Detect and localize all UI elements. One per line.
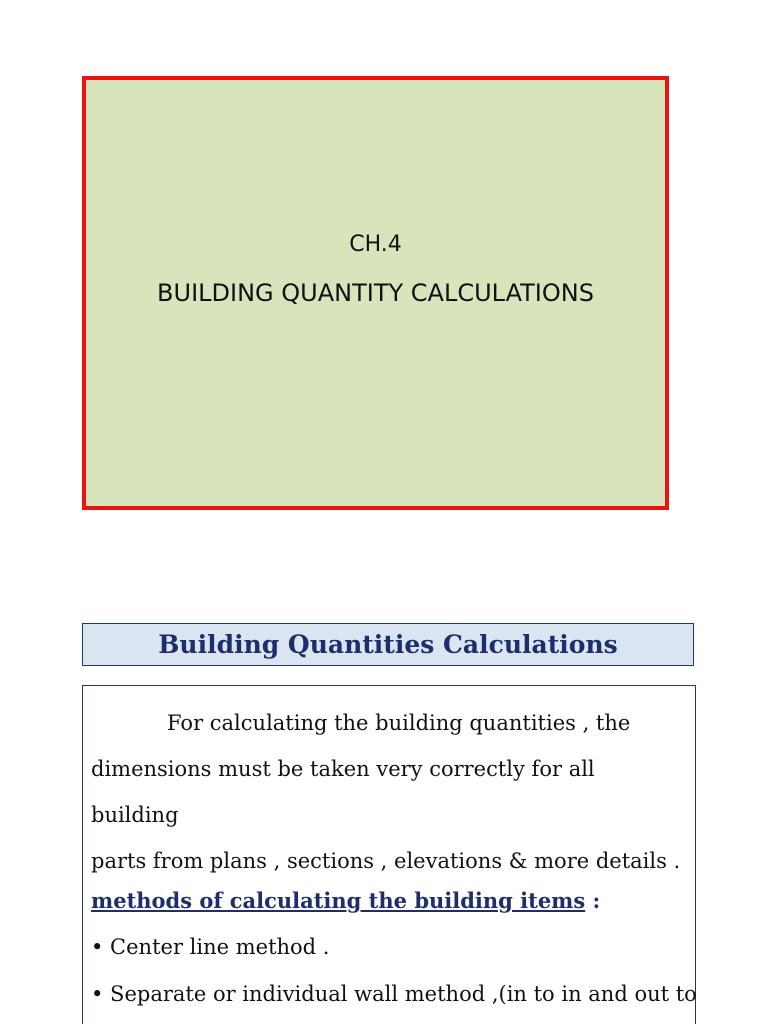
methods-heading-colon: : [585, 888, 601, 913]
methods-heading-text: methods of calculating the building items [91, 888, 586, 913]
chapter-cover-box [82, 76, 669, 510]
method-item-center-line: • Center line method . [91, 935, 330, 959]
intro-line-1: For calculating the building quantities , the [167, 711, 631, 735]
methods-heading [91, 884, 600, 918]
content-box [82, 685, 696, 1024]
intro-line-2: dimensions must be taken very correctly for all building [91, 757, 595, 827]
section-header: Building Quantities Calculations [82, 623, 694, 666]
intro-paragraph [91, 700, 687, 884]
method-item-separate-wall: • Separate or individual wall method ,(in to in and out to [91, 982, 697, 1006]
intro-line-3: parts from plans , sections , elevations & more details . [91, 849, 681, 873]
chapter-number: CH.4 [349, 232, 402, 257]
chapter-title: BUILDING QUANTITY CALCULATIONS [157, 279, 594, 307]
